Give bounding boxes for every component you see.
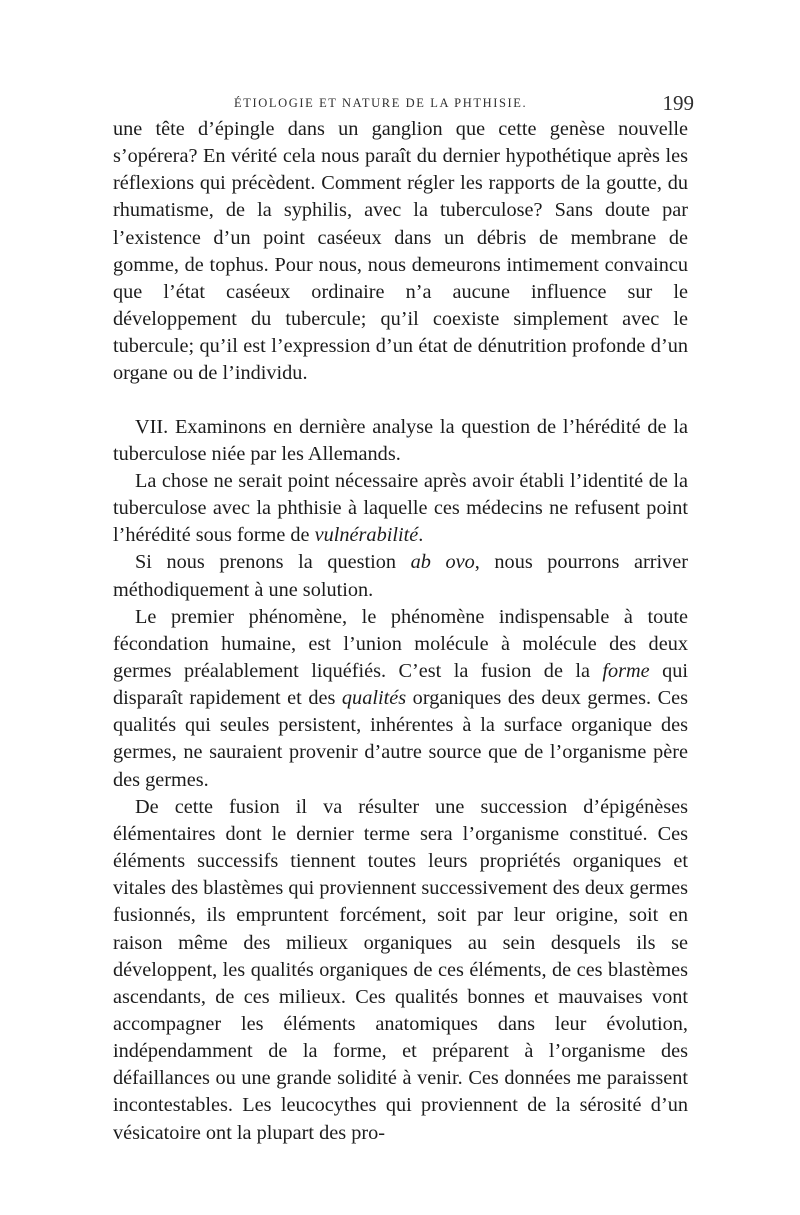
paragraph-text: une tête d’épingle dans un ganglion que cette genèse nouvelle s’opérera? En vérité cela nous paraît du dernier hypothétique après les réflexions qui précèdent. Comment régler les rapports de la goutte, du rhumatisme, de la syphilis, avec la tuberculose? Sans doute par l’existence d’un point caséeux dans un débris de membrane de gomme, de tophus. Pour nous, nous demeurons intimement convaincu que l’état caséeux ordinaire n’a aucune influence sur le développement du tubercule; qu’il coexiste simplement avec le tubercule; qu’il est l’expression d’un état de dénutrition profonde d’un organe ou de l’individu.	[113, 118, 688, 385]
italic-term: forme	[602, 659, 650, 682]
paragraph-text: La chose ne serait point nécessaire après avoir établi l’identité de la tuberculose avec la phthisie à laquelle ces médecins ne refusent point l’hérédité sous forme de	[113, 469, 688, 547]
paragraph-section-vii	[113, 414, 688, 468]
paragraph-text: Le premier phénomène, le phénomène indispensable à toute fécondation humaine, est l’union molécule à molécule des deux germes préalablement liquéfiés. C’est la fusion de la	[113, 605, 688, 682]
paragraph-text: .	[418, 524, 424, 547]
italic-term: qualités	[341, 687, 407, 710]
paragraph-text: organiques des deux germes. Ces qualités qui seules persistent, inhérentes à la surface organique des germes, ne sauraient provenir d’autre source que de l’organisme père des germes.	[113, 687, 688, 791]
paragraph-text: De cette fusion il va résulter une succession d’épigénèses élémentaires dont le dernier terme sera l’organisme constitué. Ces éléments successifs tiennent toutes leurs propriétés organiques et vitales des blastèmes qui proviennent successivement des deux germes fusionnés, ils empruntent forcément, soit par leur origine, soit en raison même des milieux organiques au sein desquels ils se développent, les qualités organiques de ces éléments, de ces blastèmes ascendants, de ces milieux. Ces qualités bonnes et mauvaises vont accompagner les éléments anatomiques dans leur évolution, indépendamment de la forme, et préparent à l’organisme des défaillances ou une grande solidité à venir. Ces données me paraissent incontestables. Les leucocythes qui proviennent de la sérosité d’un vésicatoire ont la plupart des pro-	[113, 795, 688, 1144]
paragraph	[113, 604, 688, 794]
paragraph	[113, 468, 688, 549]
running-title: ÉTIOLOGIE ET NATURE DE LA PHTHISIE.	[234, 96, 528, 110]
italic-term: vulnérabilité	[314, 524, 419, 547]
italic-term: ab ovo	[410, 551, 475, 574]
paragraph	[113, 549, 688, 603]
paragraph-continued	[113, 116, 688, 388]
paragraph-text: VII. Examinons en dernière analyse la question de l’hérédité de la tuberculose niée par les Allemands.	[113, 415, 688, 465]
running-head	[110, 91, 700, 117]
paragraph-text: , nous pourrons arriver méthodiquement à une solution.	[113, 551, 689, 601]
paragraph	[113, 794, 688, 1147]
paragraph-text: qui disparaît rapidement et des	[113, 659, 688, 710]
page-number: 199	[662, 91, 694, 115]
paragraph-text: Si nous prenons la question	[135, 551, 411, 574]
body-text	[113, 116, 688, 1147]
